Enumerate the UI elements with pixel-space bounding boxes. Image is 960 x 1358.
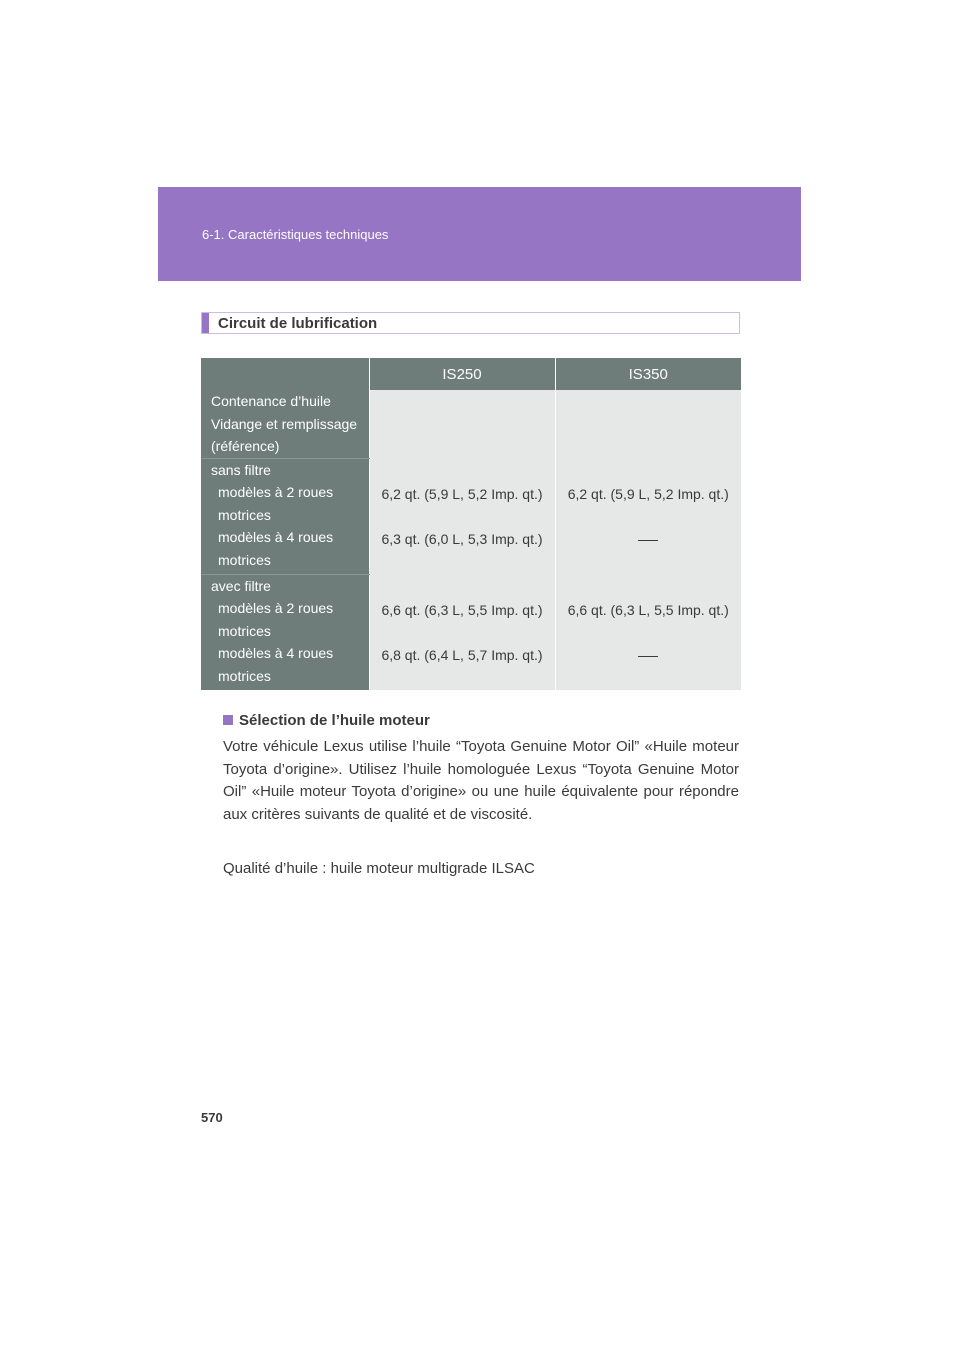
avec-filtre-is350-4wd [557, 644, 741, 689]
table-row-capacity [201, 390, 741, 458]
sans-filtre-is350-2wd: 6,2 qt. (5,9 L, 5,2 Imp. qt.) [567, 486, 729, 502]
avec-filtre-is250-2wd: 6,6 qt. (6,3 L, 5,5 Imp. qt.) [381, 602, 543, 618]
avec-filtre-is250-cell [369, 574, 555, 690]
avec-filtre-title: avec filtre [211, 577, 271, 594]
capacity-is350-cell [555, 390, 741, 458]
oil-quality-line: Qualité d’huile : huile moteur multigrade ILSAC [223, 860, 535, 877]
section-title-box [201, 312, 740, 334]
sans-filtre-label [201, 458, 369, 574]
oil-capacity-table [201, 358, 741, 690]
capacity-label [201, 390, 369, 458]
avec-filtre-label [201, 574, 369, 690]
sans-filtre-2wd-b: motrices [218, 506, 271, 523]
chapter-title: 6-1. Caractéristiques techniques [202, 227, 389, 242]
capacity-label-3: (référence) [211, 438, 280, 454]
sans-filtre-4wd-b: motrices [218, 551, 271, 568]
section-title-accent [202, 313, 209, 333]
sans-filtre-title: sans filtre [211, 461, 271, 478]
avec-filtre-4wd-a: modèles à 4 roues [218, 645, 334, 661]
subsection-heading [223, 712, 430, 729]
not-applicable-dash [638, 540, 658, 541]
sans-filtre-2wd-a: modèles à 2 roues [218, 484, 334, 500]
avec-filtre-is350-cell [555, 574, 741, 690]
section-title: Circuit de lubrification [218, 315, 378, 332]
table-header-row [201, 358, 741, 390]
sans-filtre-is350-cell [555, 458, 741, 574]
capacity-label-2: Vidange et remplissage [211, 415, 358, 432]
page-number: 570 [201, 1110, 223, 1125]
sans-filtre-is350-4wd [557, 528, 741, 573]
col-header-is250: IS250 [369, 358, 555, 390]
sans-filtre-is250-2wd: 6,2 qt. (5,9 L, 5,2 Imp. qt.) [381, 486, 543, 502]
capacity-is250-cell [369, 390, 555, 458]
col-header-is350: IS350 [555, 358, 741, 390]
avec-filtre-2wd-b: motrices [218, 622, 271, 639]
avec-filtre-2wd-a: modèles à 2 roues [218, 600, 334, 616]
table-row-sans-filtre [201, 458, 741, 574]
sans-filtre-is250-cell [369, 458, 555, 574]
avec-filtre-4wd-b: motrices [218, 667, 271, 684]
sans-filtre-4wd-a: modèles à 4 roues [218, 529, 334, 545]
avec-filtre-is350-2wd: 6,6 qt. (6,3 L, 5,5 Imp. qt.) [567, 602, 729, 618]
col-header-empty [201, 358, 369, 390]
oil-selection-paragraph: Votre véhicule Lexus utilise l’huile “Toyota Genuine Motor Oil” «Huile moteur Toyota d’origine». Utilisez l’huile homologuée Lexus “Toyota Genuine Motor Oil” «Huile moteur Toyota d’origine» ou une huile équivalente pour répondre aux critères suivants de qualité et de viscosité. [223, 738, 739, 823]
square-bullet-icon [223, 715, 233, 725]
sans-filtre-is250-4wd: 6,3 qt. (6,0 L, 5,3 Imp. qt.) [381, 531, 543, 547]
subsection-title: Sélection de l’huile moteur [239, 712, 430, 729]
chapter-header-band [158, 187, 801, 281]
avec-filtre-is250-4wd: 6,8 qt. (6,4 L, 5,7 Imp. qt.) [381, 647, 543, 663]
capacity-label-1: Contenance d’huile [211, 393, 331, 409]
not-applicable-dash [638, 656, 658, 657]
table-row-avec-filtre [201, 574, 741, 690]
